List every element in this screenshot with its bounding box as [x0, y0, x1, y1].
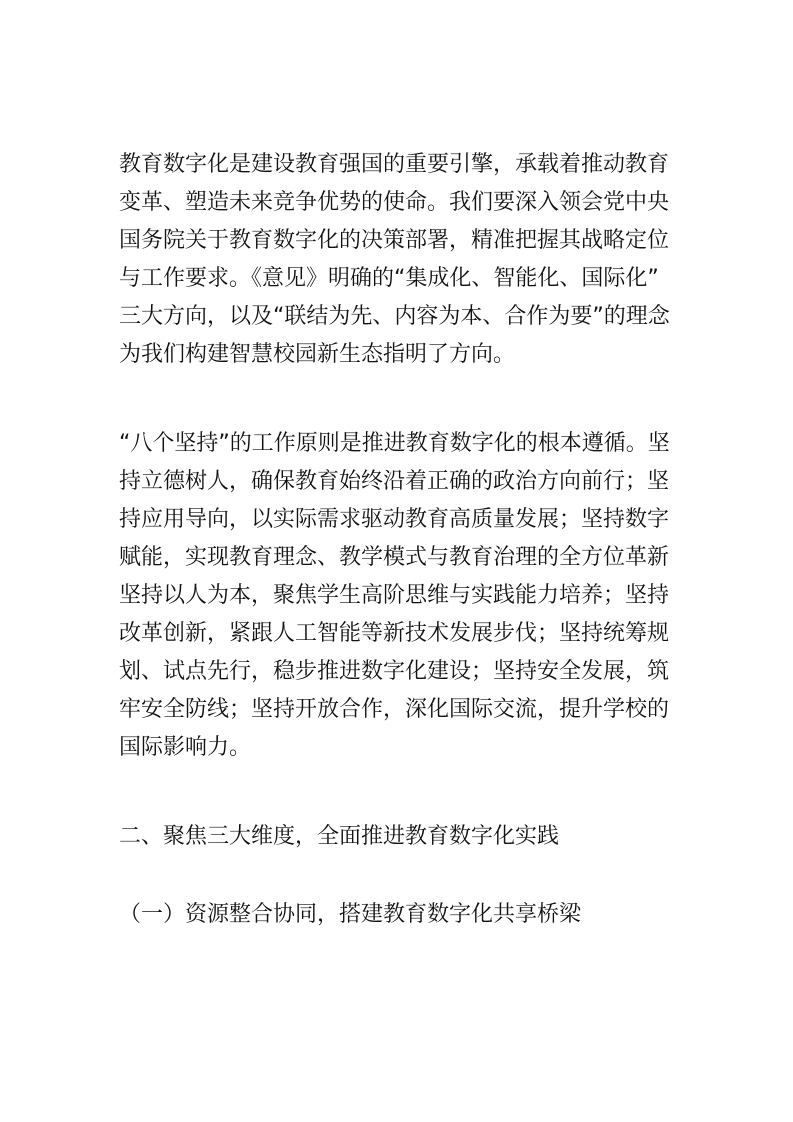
paragraph-line: 变革、塑造未来竞争优势的使命。我们要深入领会党中央 [119, 190, 670, 215]
paragraph-line: 改革创新，紧跟人工智能等新技术发展步伐；坚持统筹规 [119, 621, 670, 646]
paragraph-line: 持应用导向，以实际需求驱动教育高质量发展；坚持数字 [119, 507, 670, 532]
section-heading: 二、聚焦三大维度，全面推进教育数字化实践 [119, 824, 560, 849]
paragraph-line: 划、试点先行，稳步推进数字化建设；坚持安全发展，筑 [119, 659, 670, 684]
paragraph-line: 牢安全防线；坚持开放合作，深化国际交流，提升学校的 [119, 697, 670, 722]
paragraph-line: 三大方向，以及“联结为先、内容为本、合作为要”的理念 [119, 304, 670, 329]
paragraph-line: 赋能，实现教育理念、教学模式与教育治理的全方位革新 [119, 545, 670, 570]
paragraph-line: 坚持以人为本，聚焦学生高阶思维与实践能力培养；坚持 [119, 583, 670, 608]
paragraph-line: 国际影响力。 [119, 735, 252, 760]
paragraph-line: 国务院关于教育数字化的决策部署，精准把握其战略定位 [119, 228, 670, 253]
paragraph-line: 与工作要求。《意见》明确的“集成化、智能化、国际化” [119, 266, 659, 291]
paragraph-line: 教育数字化是建设教育强国的重要引擎，承载着推动教育 [119, 152, 670, 177]
paragraph-line: “八个坚持”的工作原则是推进教育数字化的根本遵循。坚 [119, 431, 670, 456]
paragraph-line: 持立德树人，确保教育始终沿着正确的政治方向前行；坚 [119, 469, 670, 494]
subsection-heading: （一）资源整合协同，搭建教育数字化共享桥梁 [119, 902, 582, 927]
paragraph-line: 为我们构建智慧校园新生态指明了方向。 [119, 342, 516, 367]
